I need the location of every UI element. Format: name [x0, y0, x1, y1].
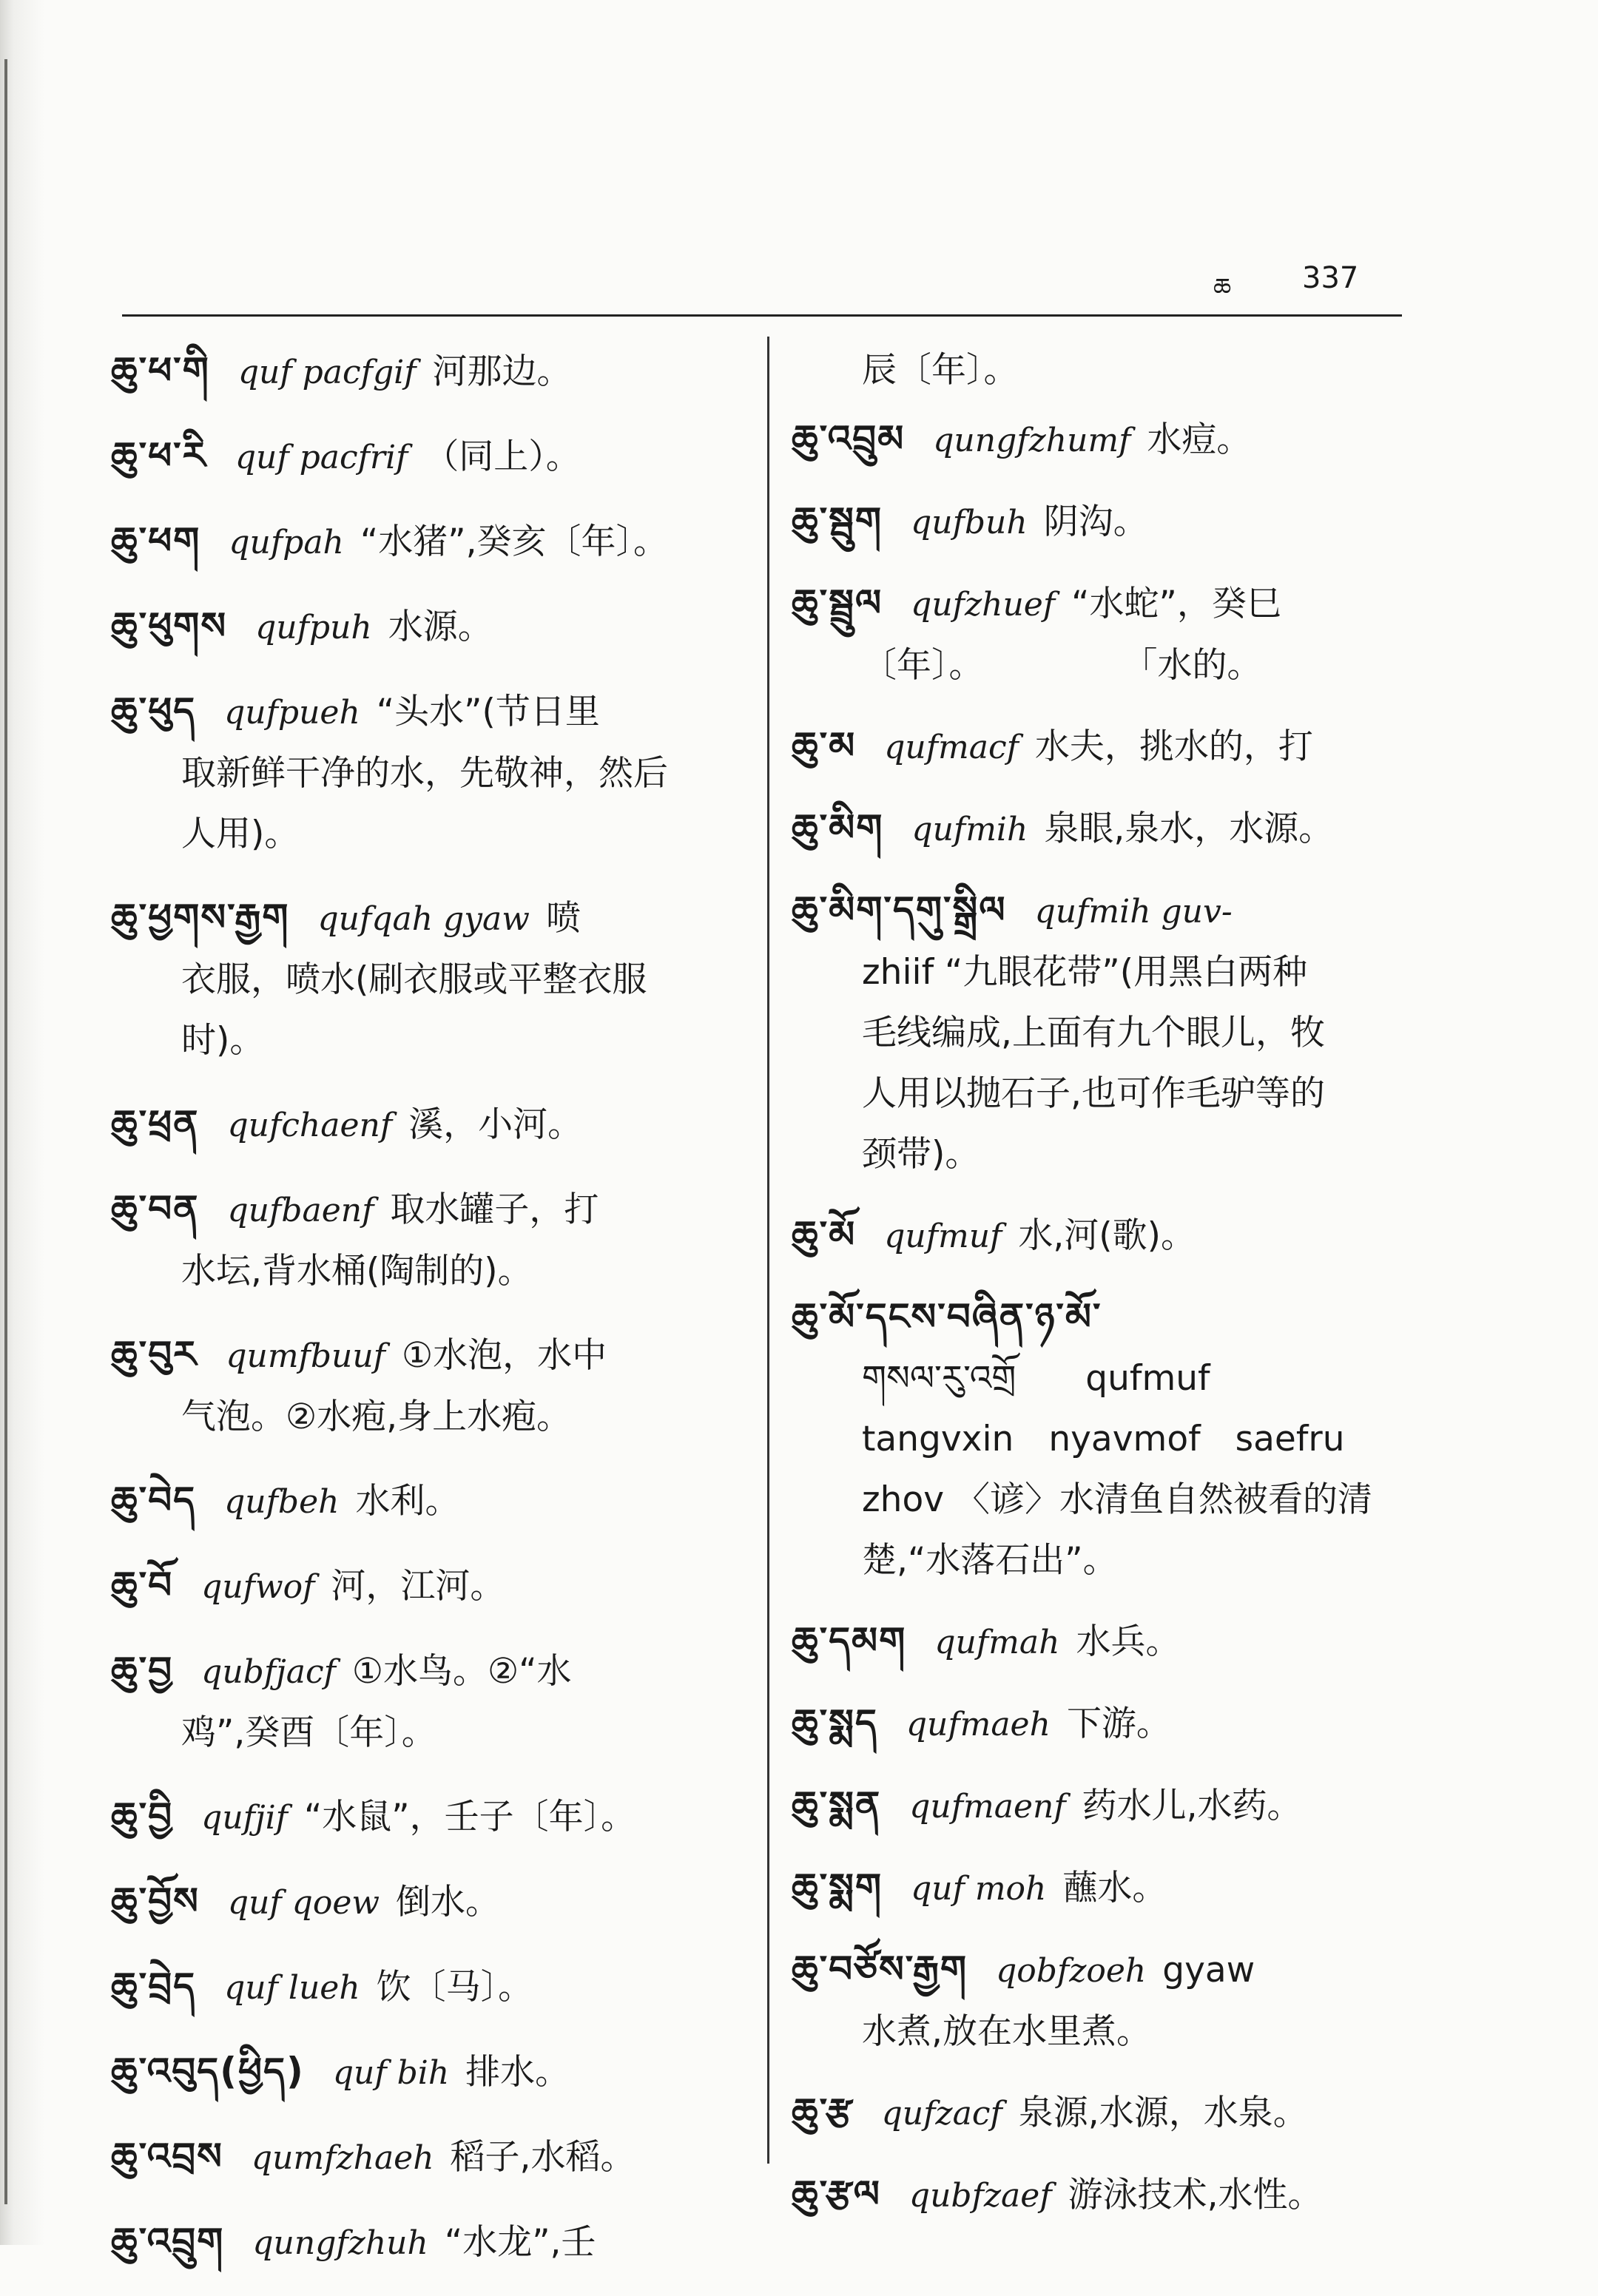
- definition-continuation: 〔年〕。 「水的。: [862, 645, 1262, 686]
- entry-first-line: [111, 1640, 747, 1703]
- entry-first-line: [111, 1324, 747, 1387]
- definition-continuation: 楚,“水落石出”。: [862, 1540, 1118, 1581]
- tibetan-headword: ཆུ་བྱོས: [111, 1880, 200, 1922]
- continuation-text: 辰〔年〕。: [862, 350, 1019, 391]
- romanization: qufmuf: [884, 1218, 1002, 1255]
- tibetan-headword: ཆུ་འབུད(ཕྱིད): [111, 2050, 305, 2093]
- tibetan-headword: ཆུ་ཕ་རི: [111, 434, 207, 477]
- tibetan-headword: ཆུ་བྱ: [111, 1649, 174, 1692]
- entry-first-line: [111, 1470, 747, 1533]
- entry-first-line: [111, 1555, 747, 1618]
- tibetan-headword: ཆུ་བྲེད: [111, 1965, 197, 2008]
- dictionary-entry: [111, 1555, 747, 1618]
- dictionary-entry: [792, 1939, 1420, 2062]
- dictionary-entry: [111, 2041, 747, 2104]
- romanization: qumfzhaeh: [251, 2139, 434, 2177]
- romanization: qufpah: [229, 524, 344, 561]
- romanization: qufchaenf: [227, 1107, 393, 1144]
- definition: 水源。: [388, 607, 493, 647]
- tibetan-headword: ཆུ་སྨན: [792, 1783, 882, 1826]
- romanization: qufmah: [934, 1624, 1060, 1661]
- entry-first-line: [792, 1286, 1420, 1348]
- tibetan-headword: ཆུ་སྦྲུལ: [792, 581, 883, 624]
- definition: ①水泡，水中: [401, 1335, 607, 1376]
- romanization: quf bih: [332, 2054, 450, 2092]
- definition: “头水”(节日里: [376, 692, 600, 732]
- tibetan-headword: ཆུ་སྨད: [792, 1701, 878, 1744]
- dictionary-entry: [111, 1640, 747, 1763]
- tibetan-headword: ཆུ་དམག: [792, 1619, 907, 1662]
- entry-first-line: [111, 2126, 747, 2189]
- definition: 泉眼,泉水，水源。: [1044, 808, 1334, 849]
- entry-first-line: [111, 681, 747, 743]
- romanization: qobfzoeh: [996, 1952, 1147, 1990]
- entry-first-line: [792, 1610, 1420, 1673]
- tibetan-headword: ཆུ་མོ་དངས་བཞིན་ཉ་མོ་: [792, 1295, 1102, 1338]
- dictionary-entry: [792, 1775, 1420, 1837]
- definition-continuation: གསལ་རུ་འགྲོ qufmuf: [862, 1358, 1210, 1399]
- dictionary-entry: [792, 879, 1420, 1185]
- dictionary-entry: [111, 1470, 747, 1533]
- romanization: qufwof: [201, 1568, 315, 1606]
- tibetan-headword: ཆུ་འབྲས: [111, 2135, 223, 2178]
- tibetan-headword: ཆུ་ཕྲན: [111, 1102, 200, 1145]
- definition-continuation: 气泡。②水疱,身上水疱。: [181, 1397, 572, 1437]
- definition: “水蛇”，癸巳: [1071, 584, 1281, 624]
- dictionary-entry: [111, 2211, 747, 2274]
- header-rule: [122, 314, 1402, 317]
- entry-first-line: [111, 887, 747, 950]
- tibetan-headword: ཆུ་འབྲུམ: [792, 417, 906, 460]
- definition-continuation: 人用)。: [181, 814, 300, 854]
- tibetan-headword: ཆུ་མོ: [792, 1213, 857, 1256]
- page-number: 337: [1302, 261, 1359, 295]
- dictionary-entry: [792, 573, 1420, 696]
- entry-first-line: [111, 1786, 747, 1848]
- dictionary-entry: [792, 1610, 1420, 1673]
- definition: 溪，小河。: [408, 1104, 583, 1145]
- tibetan-headword: ཆུ་ཕྱགས་རྒྱག: [111, 896, 290, 939]
- definition: 倒水。: [396, 1882, 501, 1922]
- romanization: quf lueh: [224, 1969, 360, 2007]
- entry-first-line: [111, 425, 747, 488]
- definition: 水夫，挑水的，打: [1034, 726, 1313, 767]
- romanization: qufpuh: [255, 609, 372, 646]
- entry-first-line: [792, 1204, 1420, 1267]
- definition: （同上）。: [424, 436, 581, 477]
- entry-first-line: [792, 1692, 1420, 1755]
- tibetan-headword: ཆུ་ཕ་གི: [111, 349, 210, 392]
- dictionary-entry: [111, 1871, 747, 1934]
- romanization: qufpueh: [224, 694, 360, 732]
- dictionary-entry: [792, 490, 1420, 553]
- definition: “水猪”,癸亥〔年〕。: [360, 521, 669, 562]
- tibetan-headword: ཆུ་བན: [111, 1187, 200, 1230]
- tibetan-headword: ཆུ་མིག: [792, 806, 884, 849]
- tibetan-headword: ཆུ་ཕག: [111, 519, 201, 562]
- romanization: qumfbuuf: [226, 1337, 385, 1375]
- romanization: quf moh: [911, 1870, 1047, 1908]
- definition-continuation: 人用以抛石子,也可作毛驴等的: [862, 1073, 1325, 1114]
- tibetan-headword: ཆུ་ཕུད: [111, 689, 197, 732]
- romanization: quf pacfgif: [237, 354, 417, 391]
- dictionary-entry: [111, 1324, 747, 1448]
- definition: 河，江河。: [331, 1566, 505, 1607]
- dictionary-entry: [792, 2081, 1420, 2144]
- column-divider: [767, 337, 769, 2164]
- romanization: qufzacf: [881, 2095, 1002, 2133]
- dictionary-entry: [111, 340, 747, 403]
- tibetan-headword: ཆུ་ཕུགས: [111, 604, 228, 647]
- dictionary-entry: [111, 595, 747, 658]
- definition: gyaw: [1162, 1950, 1255, 1991]
- entry-first-line: [792, 573, 1420, 635]
- romanization: qufbuh: [911, 504, 1028, 541]
- definition: 泉源,水源，水泉。: [1018, 2093, 1308, 2133]
- definition: 水痘。: [1147, 419, 1252, 460]
- romanization: qungfzhumf: [933, 422, 1131, 459]
- dictionary-entry: [111, 1956, 747, 2019]
- entry-first-line: [111, 2041, 747, 2104]
- dictionary-entry: [792, 797, 1420, 860]
- tibetan-headword: ཆུ་བྱི: [111, 1794, 174, 1837]
- definition-continuation: 衣服，喷水(刷衣服或平整衣服: [181, 959, 647, 1000]
- definition: “水龙”,壬: [444, 2222, 596, 2263]
- dictionary-entry: [111, 887, 747, 1071]
- entry-first-line: [111, 340, 747, 403]
- page-header: [1184, 255, 1406, 307]
- entry-first-line: [792, 1939, 1420, 2002]
- tibetan-headword: ཆུ་རྩ: [792, 2090, 854, 2133]
- entry-first-line: [111, 1871, 747, 1934]
- dictionary-entry: [792, 2164, 1420, 2226]
- definition-continuation: 颈带)。: [862, 1134, 980, 1175]
- tibetan-headword: ཆུ་སྨག: [792, 1866, 883, 1908]
- entry-first-line: [111, 1956, 747, 2019]
- romanization: qufmacf: [884, 729, 1019, 766]
- definition: 游泳技术,水性。: [1068, 2175, 1323, 2215]
- definition: ①水鸟。②“水: [351, 1651, 572, 1692]
- definition: 水利。: [355, 1481, 460, 1522]
- romanization: qubfjacf: [201, 1653, 336, 1691]
- tibetan-headword: ཆུ་བེད: [111, 1479, 197, 1522]
- definition-continuation: tangvxin nyavmof saefru: [862, 1419, 1345, 1459]
- tibetan-headword: ཆུ་བོ: [111, 1564, 174, 1607]
- definition: “水鼠”，壬子〔年〕。: [303, 1797, 636, 1837]
- definition: 药水儿,水药。: [1082, 1786, 1302, 1826]
- dictionary-entry: [111, 1786, 747, 1848]
- definition-continuation: 时)。: [181, 1020, 265, 1061]
- tibetan-headword: ཆུ་མ: [792, 724, 857, 767]
- romanization: quf pacfrif: [235, 439, 408, 476]
- definition: 稻子,水稻。: [450, 2137, 636, 2178]
- scan-edge-line: [4, 59, 7, 2204]
- dictionary-entry: [111, 425, 747, 488]
- romanization: qufqah gyaw: [317, 900, 530, 938]
- definition-continuation: 水煮,放在水里煮。: [862, 2011, 1151, 2052]
- entry-first-line: [792, 715, 1420, 778]
- entry-first-line: [792, 1775, 1420, 1837]
- dictionary-entry: [111, 510, 747, 573]
- definition: 水兵。: [1076, 1621, 1181, 1662]
- definition: 下游。: [1066, 1704, 1171, 1744]
- dictionary-entry: [792, 408, 1420, 471]
- romanization: qufbaenf: [227, 1192, 374, 1229]
- romanization: qufjif: [201, 1799, 288, 1837]
- definition-continuation: 水坛,背水桶(陶制的)。: [181, 1251, 533, 1292]
- romanization: qufzhuef: [911, 586, 1056, 624]
- right-column: [792, 340, 1420, 2246]
- romanization: qufmih: [911, 811, 1028, 848]
- tibetan-headword: ཆུ་མིག་དགུ་སྒྲིལ: [792, 888, 1007, 931]
- romanization: qufbeh: [224, 1483, 340, 1521]
- dictionary-entry: [792, 1286, 1420, 1591]
- entry-first-line: [792, 2164, 1420, 2226]
- romanization: quf qoew: [227, 1884, 380, 1922]
- definition-continuation: zhiif “九眼花带”(用黑白两种: [862, 952, 1308, 993]
- dictionary-entry: [792, 1692, 1420, 1755]
- tibetan-headword: ཆུ་འབྲུག: [111, 2220, 225, 2263]
- entry-first-line: [792, 797, 1420, 860]
- romanization: qufmih guv-: [1034, 893, 1233, 931]
- entry-first-line: [111, 1178, 747, 1241]
- entry-first-line: [111, 2211, 747, 2274]
- left-column: [111, 340, 747, 2296]
- tibetan-headword: ཆུ་རྩལ: [792, 2172, 881, 2215]
- definition: 阴沟。: [1043, 502, 1148, 542]
- dictionary-entry: [111, 1178, 747, 1302]
- tibetan-headword: ཆུ་སྦུག: [792, 499, 883, 542]
- entry-first-line: [792, 1857, 1420, 1919]
- romanization: qubfzaef: [908, 2177, 1052, 2215]
- definition: 水,河(歌)。: [1018, 1215, 1196, 1256]
- entry-first-line: [792, 490, 1420, 553]
- definition: 排水。: [465, 2052, 570, 2093]
- entry-first-line: [792, 408, 1420, 471]
- romanization: qungfzhuh: [252, 2224, 428, 2262]
- entry-first-line: [792, 2081, 1420, 2144]
- tibetan-headword: ཆུ་བཙོས་རྒྱག: [792, 1948, 968, 1991]
- definition: 蘸水。: [1062, 1868, 1167, 1908]
- dictionary-entry: [792, 1204, 1420, 1267]
- romanization: qufmaeh: [906, 1706, 1051, 1743]
- definition: 河那边。: [432, 351, 572, 392]
- definition-continuation: 取新鲜干净的水，先敬神，然后: [181, 753, 668, 794]
- entry-first-line: [111, 595, 747, 658]
- definition-continuation: 鸡”,癸酉〔年〕。: [181, 1712, 436, 1753]
- entry-first-line: [111, 510, 747, 573]
- section-letter: ཆ: [1213, 273, 1232, 303]
- definition: 饮〔马〕。: [376, 1967, 533, 2008]
- definition: 喷: [545, 898, 581, 939]
- dictionary-entry: [111, 681, 747, 865]
- dictionary-entry: [792, 1857, 1420, 1919]
- dictionary-entry: [792, 715, 1420, 778]
- entry-first-line: [792, 879, 1420, 942]
- definition-continuation: zhov 〈谚〉水清鱼自然被看的清: [862, 1479, 1372, 1520]
- definition-continuation: 毛线编成,上面有九个眼儿，牧: [862, 1013, 1325, 1053]
- entry-first-line: [111, 1093, 747, 1156]
- dictionary-entry: [111, 1093, 747, 1156]
- definition: 取水罐子，打: [390, 1189, 599, 1230]
- tibetan-headword: ཆུ་བུར: [111, 1333, 198, 1376]
- dictionary-entry: [111, 2126, 747, 2189]
- romanization: qufmaenf: [909, 1788, 1066, 1826]
